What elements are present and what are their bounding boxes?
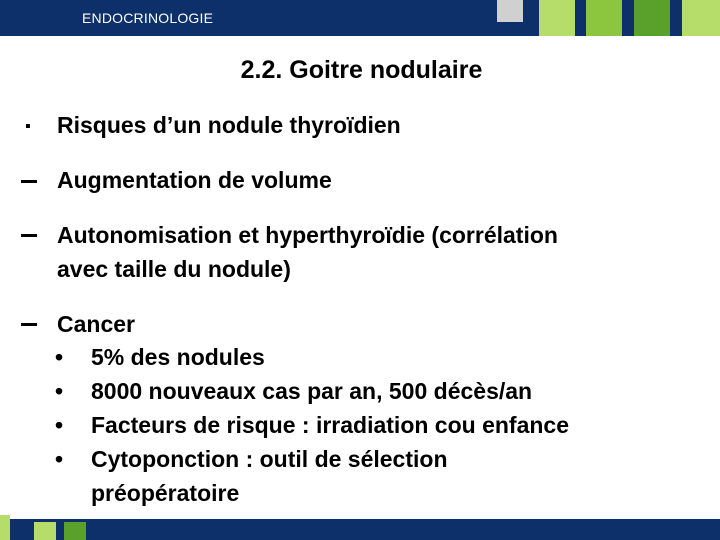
- round-bullet-icon: •: [55, 344, 64, 370]
- deco-square-1: [497, 0, 523, 22]
- deco-square-5: [682, 0, 720, 36]
- main-bullet-text: Risques d’un nodule thyroïdien: [57, 112, 401, 138]
- deco-square-4: [634, 0, 670, 36]
- header-label: ENDOCRINOLOGIE: [82, 10, 214, 26]
- item-text: Augmentation de volume: [57, 167, 332, 193]
- dash-bullet-icon: [21, 323, 37, 326]
- round-bullet-icon: •: [55, 412, 64, 438]
- subitem-text: 8000 nouveaux cas par an, 500 décès/an: [91, 378, 533, 404]
- subitem-continuation: préopératoire: [91, 480, 240, 506]
- deco-square-bottom-3: [64, 522, 86, 540]
- subitem-text: Facteurs de risque : irradiation cou enfance: [91, 412, 570, 438]
- deco-square-bottom-1: [0, 515, 10, 540]
- dash-bullet-icon: [21, 180, 37, 183]
- item-text-line2: avec taille du nodule): [57, 256, 291, 282]
- deco-square-2: [539, 0, 575, 36]
- item-text-line1: Autonomisation et hyperthyroïdie (corrélation: [57, 222, 558, 248]
- subitem-text: Cytoponction : outil de sélection: [91, 446, 448, 472]
- footer-bar: [0, 519, 720, 540]
- item-text: Cancer: [57, 311, 135, 337]
- square-bullet-icon: ▪: [25, 118, 31, 135]
- subitem-text: 5% des nodules: [91, 344, 265, 370]
- round-bullet-icon: •: [55, 446, 64, 472]
- round-bullet-icon: •: [55, 378, 64, 404]
- deco-square-bottom-2: [34, 522, 56, 540]
- deco-square-3: [586, 0, 622, 36]
- slide-title: [0, 56, 720, 85]
- dash-bullet-icon: [21, 234, 37, 237]
- slide-title-text: 2.2. Goitre nodulaire: [240, 56, 483, 84]
